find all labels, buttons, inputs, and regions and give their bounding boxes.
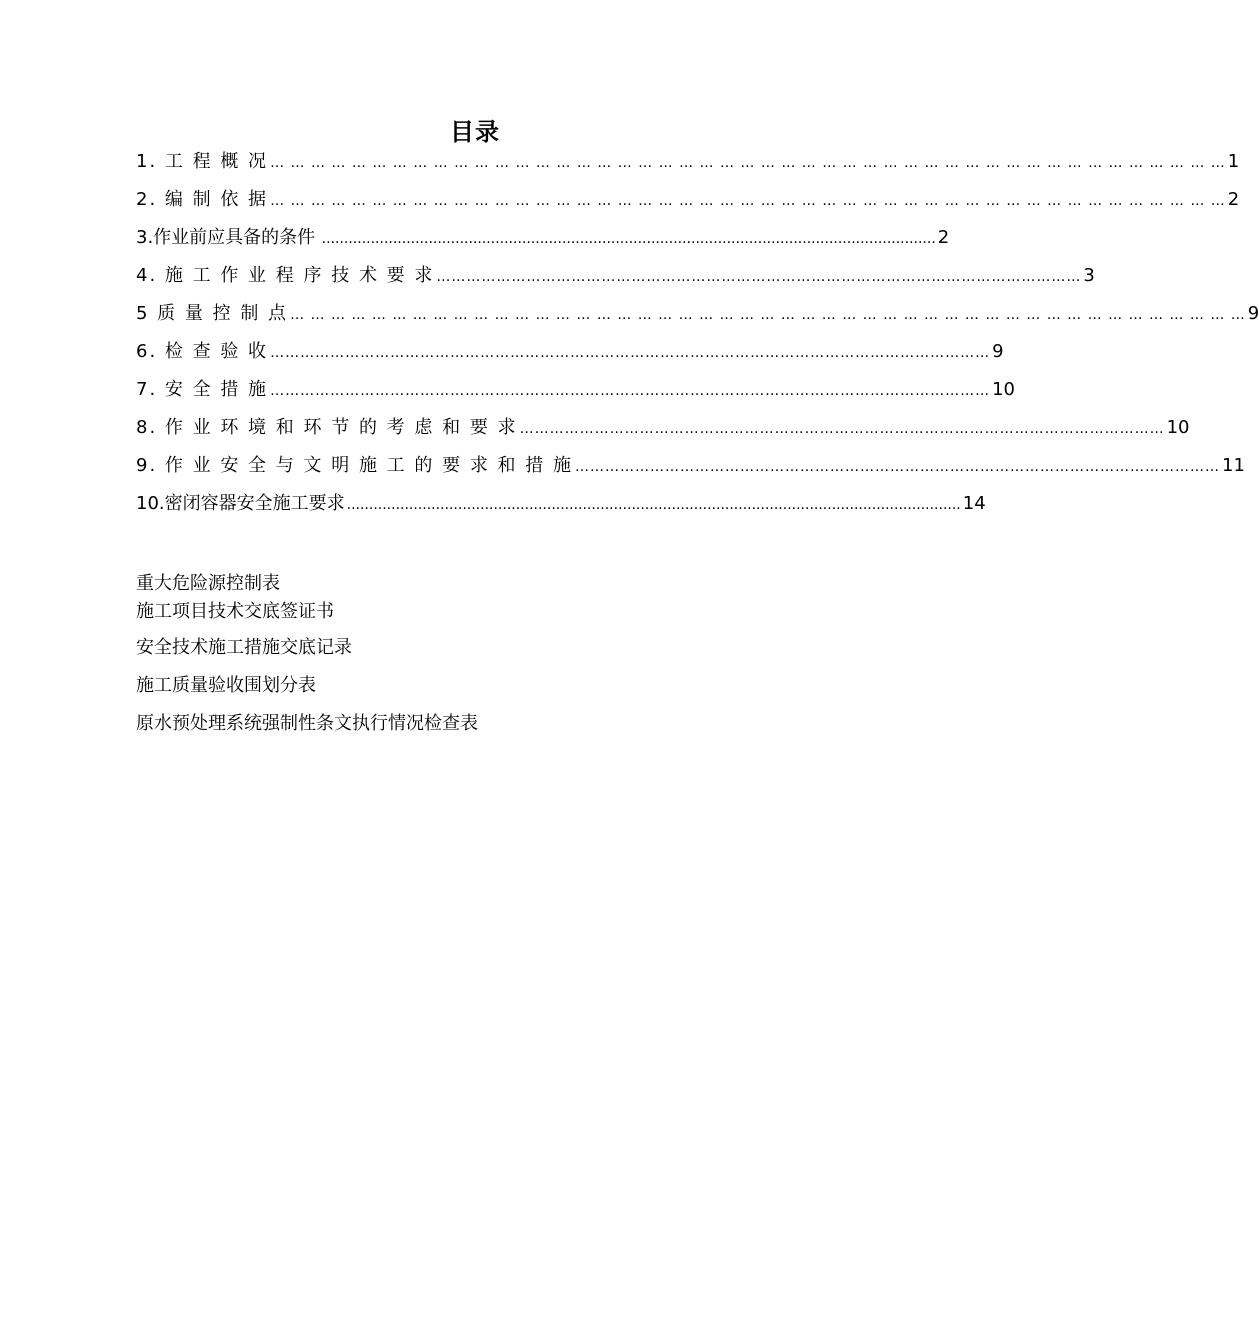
toc-entry-4[interactable]	[136, 264, 1095, 288]
toc-page-number: 10	[992, 379, 1015, 400]
toc-page-number: 2	[1227, 189, 1240, 210]
appendix-item: 施工质量验收围划分表	[136, 675, 316, 696]
toc-entry-label: 7. 安 全 措 施	[136, 379, 269, 400]
toc-page-number: 9	[1247, 303, 1259, 324]
toc-entry-label: 4. 施 工 作 业 程 序 技 术 要 求	[136, 265, 435, 286]
toc-page-number: 3	[1083, 265, 1095, 286]
toc-leader-dots: …………………………………………………………………………………………………………………	[575, 459, 1220, 475]
toc-entry-label: 8. 作 业 环 境 和 环 节 的 考 虑 和 要 求	[136, 417, 518, 438]
toc-leader-dots: ………………………………………………………………………………………………………………………………	[270, 383, 991, 399]
toc-leader-dots: … … … … … … … … … … … … … … … … … … … … … … … … … … … … … … … … … … … … … … … … … … … … … … …	[270, 193, 1226, 209]
toc-title: 目录	[450, 118, 500, 146]
toc-leader-dots: …………………………………………………………………………………………………………………	[519, 421, 1165, 437]
toc-entry-label: 9. 作 业 安 全 与 文 明 施 工 的 要 求 和 措 施	[136, 455, 573, 476]
toc-entry-6[interactable]	[136, 340, 1004, 364]
toc-entry-label: 5 质 量 控 制 点	[136, 303, 289, 324]
appendix-item: 原水预处理系统强制性条文执行情况检查表	[136, 713, 478, 734]
appendix-item: 重大危险源控制表	[136, 573, 280, 594]
toc-leader-dots: ..........................................................................................................................................	[346, 497, 961, 513]
toc-entry-1[interactable]	[136, 150, 1240, 174]
toc-leader-dots: … … … … … … … … … … … … … … … … … … … … … … … … … … … … … … … … … … … … … … … … … … … … … … …	[290, 307, 1246, 323]
toc-entry-5[interactable]	[136, 302, 1259, 326]
toc-leader-dots: ..........................................................................................................................................	[317, 231, 936, 247]
toc-entry-label: 2. 编 制 依 据	[136, 189, 269, 210]
toc-entry-2[interactable]	[136, 188, 1240, 212]
toc-page-number: 2	[937, 227, 950, 248]
toc-page-number: 9	[992, 341, 1004, 362]
appendix-item: 安全技术施工措施交底记录	[136, 637, 352, 658]
toc-entry-9[interactable]	[136, 454, 1245, 478]
toc-page-number: 1	[1227, 151, 1240, 172]
toc-entry-label: 10.密闭容器安全施工要求	[136, 493, 345, 514]
toc-entry-3[interactable]	[136, 226, 950, 250]
toc-page-number: 14	[962, 493, 986, 514]
toc-entry-label: 3.作业前应具备的条件	[136, 227, 316, 248]
toc-leader-dots: … … … … … … … … … … … … … … … … … … … … … … … … … … … … … … … … … … … … … … … … … … … … … … …	[270, 155, 1226, 171]
toc-leader-dots: …………………………………………………………………………………………………………………	[436, 269, 1082, 285]
toc-page-number: 10	[1166, 417, 1190, 438]
toc-page-number: 11	[1222, 455, 1245, 476]
appendix-item: 施工项目技术交底签证书	[136, 601, 334, 622]
toc-entry-label: 6. 检 查 验 收	[136, 341, 269, 362]
toc-entry-7[interactable]	[136, 378, 1015, 402]
toc-entry-label: 1. 工 程 概 况	[136, 151, 269, 172]
toc-entry-8[interactable]	[136, 416, 1190, 440]
toc-leader-dots: ………………………………………………………………………………………………………………………………	[270, 345, 991, 361]
toc-entry-10[interactable]	[136, 492, 986, 516]
